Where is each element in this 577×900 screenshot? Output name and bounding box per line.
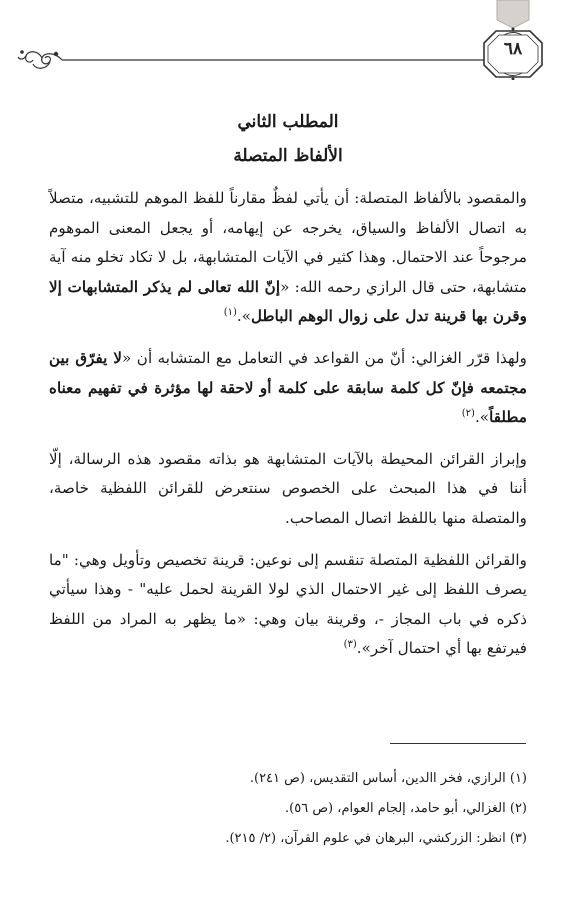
footnote-1: (١) الرازي، فخر االدين، أساس التقديس، (ص ٢٤١). [249,771,527,786]
footnotes [49,764,527,854]
section-title: الألفاظ المتصلة [233,146,343,166]
quote-bold: لا يفرّق بين مجتمعه فإنّ كل كلمة سابقة على كلمة أو لاحقة لها مؤثرة في تفهيم معناه مطلقاً [49,348,527,427]
paragraph-text: والقرائن اللفظية المتصلة تنقسم إلى نوعين: قرينة تخصيص وتأويل وهي: "ما يصرف اللفظ إلى غير الاحتمال الذي لولا القرينة لحمل عليه" - وهذا سيأتي ذكره في باب المجاز -، وقرينة بيان وهي: «ما يظهر به المراد من اللفظ فيرتفع بها أي احتمال آخر». [49,550,527,658]
quote-bold: إنّ الله تعالى لم يذكر المتشابهات إلا وقرن بها قرينة تدل على زوال الوهم الباطل [49,277,527,326]
paragraph-4 [49,546,527,664]
main-content [49,112,527,676]
paragraph-text: والمقصود بالألفاظ المتصلة: أن يأتي لفظٌ مقارناً للفظ الموهم للتشبيه، متصلاً به اتصال الألفاظ والسياق، يخرجه عن إيهامه، أو يجعل المعنى الموهوم مرجوحاً عند الاحتمال. وهذا كثير في الآيات المتشابهة، بل لا تكاد تخلو منه آية متشابهة، حتى قال الرازي رحمه الله: « [49,189,527,296]
page-header [0,0,577,80]
footnote-ref: (٣) [343,639,357,651]
footnote-3: (٣) انظر: الزركشي، البرهان في علوم القرآن، (٢/ ٢١٥). [225,831,527,846]
paragraph-text: ». [236,307,252,326]
footnote-ref: (١) [223,307,237,319]
paragraph-3 [49,445,527,534]
paragraph-text: وإبراز القرائن المحيطة بالآيات المتشابهة هو بذاته مقصود هذه الرسالة، إلّا أننا في هذا المبحث على الخصوص سنتعرض للقرائن اللفظية خاصة، والمتصلة منها باللفظ اتصال المصاحب. [49,449,527,527]
paragraph-2 [49,344,527,433]
paragraph-text: ». [474,408,490,427]
paragraph-text: ولهذا قرّر الغزالي: أنّ من القواعد في التعامل مع المتشابه أن « [122,348,527,367]
footnote-divider [390,743,526,744]
section-subtitle: المطلب الثاني [237,112,339,132]
footnote-2: (٢) الغزالي، أبو حامد، إلجام العوام، (ص ٥٦). [285,801,527,816]
bookmark-tab-icon [497,0,529,28]
paragraph-1 [49,184,527,332]
footnote-ref: (٢) [461,408,475,420]
swirl-ornament-icon [18,51,62,68]
page-number: ٦٨ [503,39,523,59]
